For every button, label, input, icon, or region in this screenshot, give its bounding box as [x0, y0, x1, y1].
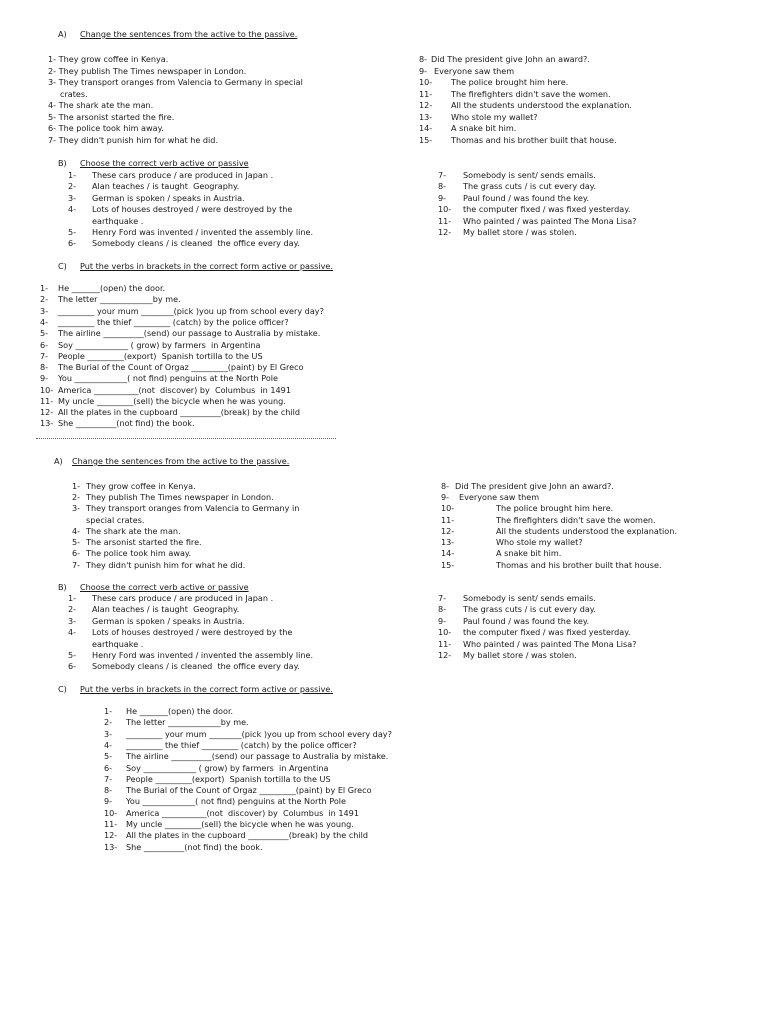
- exercise-item: These cars produce / are produced in Japan .: [92, 170, 274, 180]
- exercise-item: The police brought him here.: [451, 77, 569, 87]
- exercise-item: 7- They didn't punish him for what he did.: [48, 135, 219, 145]
- item-number: 11-: [438, 639, 452, 649]
- section-a-heading: Change the sentences from the active to the passive.: [72, 456, 290, 466]
- item-number: 6-: [72, 548, 81, 558]
- exercise-item: These cars produce / are produced in Japan .: [92, 593, 274, 603]
- section-c-letter: C): [58, 261, 67, 271]
- exercise-item: My uncle _________(sell) the bicycle when he was young.: [126, 819, 354, 829]
- exercise-item: My ballet store / was stolen.: [463, 227, 577, 237]
- exercise-item: The Burial of the Count of Orgaz _________(paint) by El Greco: [58, 362, 304, 372]
- exercise-item: The Burial of the Count of Orgaz _________(paint) by El Greco: [126, 785, 372, 795]
- exercise-item: America ___________(not discover) by Columbus in 1491: [126, 808, 359, 818]
- exercise-item: All the plates in the cupboard __________(break) by the child: [58, 407, 301, 417]
- item-number: 4-: [68, 627, 77, 637]
- exercise-item: They publish The Times newspaper in London.: [86, 492, 274, 502]
- item-number: 13-: [441, 537, 455, 547]
- item-number: 2-: [104, 717, 113, 727]
- section-a-letter: A): [58, 29, 67, 39]
- exercise-item: _________ the thief _________ (catch) by the police officer?: [58, 317, 289, 327]
- exercise-item: The grass cuts / is cut every day.: [463, 604, 597, 614]
- item-number: 11-: [419, 89, 433, 99]
- item-number: 11-: [40, 396, 54, 406]
- exercise-item: The firefighters didn't save the women.: [451, 89, 611, 99]
- item-number: 7-: [438, 593, 447, 603]
- exercise-item: Who stole my wallet?: [451, 112, 538, 122]
- exercise-item: crates.: [60, 89, 88, 99]
- exercise-item: The arsonist started the fire.: [86, 537, 202, 547]
- exercise-item: earthquake .: [92, 639, 144, 649]
- item-number: 5-: [40, 328, 49, 338]
- item-number: 10-: [104, 808, 118, 818]
- item-number: 3-: [68, 193, 77, 203]
- exercise-item: Paul found / was found the key.: [463, 616, 590, 626]
- item-number: 7-: [438, 170, 447, 180]
- item-number: 5-: [72, 537, 81, 547]
- item-number: 10-: [40, 385, 54, 395]
- exercise-item: The police brought him here.: [496, 503, 614, 513]
- exercise-item: The grass cuts / is cut every day.: [463, 181, 597, 191]
- exercise-item: 2- They publish The Times newspaper in London.: [48, 66, 247, 76]
- item-number: 10-: [441, 503, 455, 513]
- item-number: 2-: [72, 492, 81, 502]
- exercise-item: Who painted / was painted The Mona Lisa?: [463, 216, 637, 226]
- exercise-item: Alan teaches / is taught Geography.: [92, 181, 240, 191]
- exercise-item: She __________(not find) the book.: [58, 418, 195, 428]
- item-number: 7-: [72, 560, 81, 570]
- exercise-item: 5- The arsonist started the fire.: [48, 112, 175, 122]
- item-number: 10-: [419, 77, 433, 87]
- exercise-item: The police took him away.: [86, 548, 192, 558]
- exercise-item: People _________(export) Spanish tortilla to the US: [126, 774, 331, 784]
- item-number: 1-: [104, 706, 113, 716]
- item-number: 6-: [68, 661, 77, 671]
- item-number: 8-: [438, 604, 447, 614]
- item-number: 12-: [441, 526, 455, 536]
- item-number: 1-: [68, 593, 77, 603]
- exercise-item: 4- The shark ate the man.: [48, 100, 154, 110]
- exercise-item: They grow coffee in Kenya.: [86, 481, 196, 491]
- section-b-heading: Choose the correct verb active or passive: [80, 582, 249, 592]
- exercise-item: the computer fixed / was fixed yesterday.: [463, 204, 631, 214]
- item-number: 14-: [441, 548, 455, 558]
- exercise-item: Alan teaches / is taught Geography.: [92, 604, 240, 614]
- item-number: 13-: [40, 418, 54, 428]
- exercise-item: A snake bit him.: [496, 548, 562, 558]
- section-b-letter: B): [58, 582, 67, 592]
- exercise-item: Henry Ford was invented / invented the assembly line.: [92, 227, 314, 237]
- exercise-item: All the plates in the cupboard __________(break) by the child: [126, 830, 369, 840]
- exercise-item: He _______(open) the door.: [58, 283, 166, 293]
- exercise-item: Soy _____________ ( grow) by farmers in Argentina: [126, 763, 329, 773]
- exercise-item: Did The president give John an award?.: [431, 54, 590, 64]
- item-number: 15-: [419, 135, 433, 145]
- item-number: 7-: [40, 351, 49, 361]
- exercise-item: The airline __________(send) our passage to Australia by mistake.: [58, 328, 321, 338]
- exercise-item: 1- They grow coffee in Kenya.: [48, 54, 169, 64]
- exercise-item: Lots of houses destroyed / were destroyed by the: [92, 627, 293, 637]
- item-number: 9-: [104, 796, 113, 806]
- item-number: 13-: [104, 842, 118, 852]
- exercise-item: _________ the thief _________ (catch) by the police officer?: [126, 740, 357, 750]
- section-c-heading: Put the verbs in brackets in the correct form active or passive.: [80, 684, 333, 694]
- section-a-heading: Change the sentences from the active to the passive.: [80, 29, 298, 39]
- exercise-item: All the students understood the explanation.: [451, 100, 632, 110]
- exercise-item: The firefighters didn't save the women.: [496, 515, 656, 525]
- item-number: 14-: [419, 123, 433, 133]
- exercise-item: America ___________(not discover) by Columbus in 1491: [58, 385, 291, 395]
- exercise-item: All the students understood the explanation.: [496, 526, 677, 536]
- exercise-item: Everyone saw them: [434, 66, 515, 76]
- item-number: 8-: [419, 54, 428, 64]
- exercise-item: Soy _____________ ( grow) by farmers in Argentina: [58, 340, 261, 350]
- exercise-item: They transport oranges from Valencia to Germany in: [86, 503, 300, 513]
- item-number: 8-: [441, 481, 450, 491]
- item-number: 3-: [68, 616, 77, 626]
- item-number: 8-: [104, 785, 113, 795]
- item-number: 5-: [68, 227, 77, 237]
- exercise-item: The airline __________(send) our passage to Australia by mistake.: [126, 751, 389, 761]
- item-number: 11-: [104, 819, 118, 829]
- exercise-item: earthquake .: [92, 216, 144, 226]
- exercise-item: Who stole my wallet?: [496, 537, 583, 547]
- item-number: 1-: [72, 481, 81, 491]
- item-number: 4-: [68, 204, 77, 214]
- exercise-item: _________ your mum ________(pick )you up from school every day?: [126, 729, 392, 739]
- item-number: 9-: [40, 373, 49, 383]
- dotted-divider: [36, 438, 336, 439]
- exercise-item: Did The president give John an award?.: [455, 481, 614, 491]
- item-number: 12-: [104, 830, 118, 840]
- exercise-item: Somebody cleans / is cleaned the office every day.: [92, 238, 300, 248]
- exercise-item: Who painted / was painted The Mona Lisa?: [463, 639, 637, 649]
- exercise-item: Somebody is sent/ sends emails.: [463, 170, 596, 180]
- item-number: 9-: [438, 616, 447, 626]
- exercise-item: Thomas and his brother built that house.: [496, 560, 662, 570]
- exercise-item: A snake bit him.: [451, 123, 517, 133]
- item-number: 2-: [68, 181, 77, 191]
- exercise-item: Everyone saw them: [459, 492, 540, 502]
- section-b-letter: B): [58, 158, 67, 168]
- item-number: 12-: [438, 227, 452, 237]
- item-number: 6-: [68, 238, 77, 248]
- exercise-item: the computer fixed / was fixed yesterday.: [463, 627, 631, 637]
- exercise-item: German is spoken / speaks in Austria.: [92, 616, 245, 626]
- exercise-item: Lots of houses destroyed / were destroyed by the: [92, 204, 293, 214]
- exercise-item: 3- They transport oranges from Valencia to Germany in special: [48, 77, 303, 87]
- item-number: 11-: [438, 216, 452, 226]
- exercise-item: Paul found / was found the key.: [463, 193, 590, 203]
- item-number: 12-: [40, 407, 54, 417]
- exercise-item: She __________(not find) the book.: [126, 842, 263, 852]
- item-number: 9-: [419, 66, 428, 76]
- exercise-item: My uncle _________(sell) the bicycle when he was young.: [58, 396, 286, 406]
- item-number: 6-: [40, 340, 49, 350]
- item-number: 6-: [104, 763, 113, 773]
- exercise-item: Thomas and his brother built that house.: [451, 135, 617, 145]
- item-number: 8-: [438, 181, 447, 191]
- item-number: 15-: [441, 560, 455, 570]
- item-number: 13-: [419, 112, 433, 122]
- exercise-item: Somebody is sent/ sends emails.: [463, 593, 596, 603]
- item-number: 10-: [438, 204, 452, 214]
- item-number: 11-: [441, 515, 455, 525]
- exercise-item: The letter _____________by me.: [58, 294, 181, 304]
- exercise-item: special crates.: [86, 515, 145, 525]
- item-number: 5-: [68, 650, 77, 660]
- exercise-item: You _____________( not find) penguins at the North Pole: [126, 796, 347, 806]
- item-number: 7-: [104, 774, 113, 784]
- item-number: 3-: [72, 503, 81, 513]
- exercise-item: 6- The police took him away.: [48, 123, 164, 133]
- item-number: 4-: [72, 526, 81, 536]
- exercise-item: He _______(open) the door.: [126, 706, 234, 716]
- item-number: 9-: [438, 193, 447, 203]
- exercise-item: The shark ate the man.: [86, 526, 181, 536]
- exercise-item: German is spoken / speaks in Austria.: [92, 193, 245, 203]
- item-number: 4-: [104, 740, 113, 750]
- item-number: 8-: [40, 362, 49, 372]
- item-number: 12-: [438, 650, 452, 660]
- section-b-heading: Choose the correct verb active or passive: [80, 158, 249, 168]
- item-number: 2-: [40, 294, 49, 304]
- item-number: 4-: [40, 317, 49, 327]
- section-a-letter: A): [54, 456, 63, 466]
- item-number: 12-: [419, 100, 433, 110]
- item-number: 1-: [40, 283, 49, 293]
- section-c-letter: C): [58, 684, 67, 694]
- section-c-heading: Put the verbs in brackets in the correct form active or passive.: [80, 261, 333, 271]
- item-number: 1-: [68, 170, 77, 180]
- item-number: 10-: [438, 627, 452, 637]
- exercise-item: Henry Ford was invented / invented the assembly line.: [92, 650, 314, 660]
- item-number: 3-: [104, 729, 113, 739]
- item-number: 2-: [68, 604, 77, 614]
- item-number: 3-: [40, 306, 49, 316]
- exercise-item: The letter _____________by me.: [126, 717, 249, 727]
- item-number: 9-: [441, 492, 450, 502]
- item-number: 5-: [104, 751, 113, 761]
- exercise-item: Somebody cleans / is cleaned the office every day.: [92, 661, 300, 671]
- exercise-item: _________ your mum ________(pick )you up from school every day?: [58, 306, 324, 316]
- exercise-item: People _________(export) Spanish tortilla to the US: [58, 351, 263, 361]
- exercise-item: My ballet store / was stolen.: [463, 650, 577, 660]
- exercise-item: You _____________( not find) penguins at the North Pole: [58, 373, 279, 383]
- exercise-item: They didn't punish him for what he did.: [86, 560, 246, 570]
